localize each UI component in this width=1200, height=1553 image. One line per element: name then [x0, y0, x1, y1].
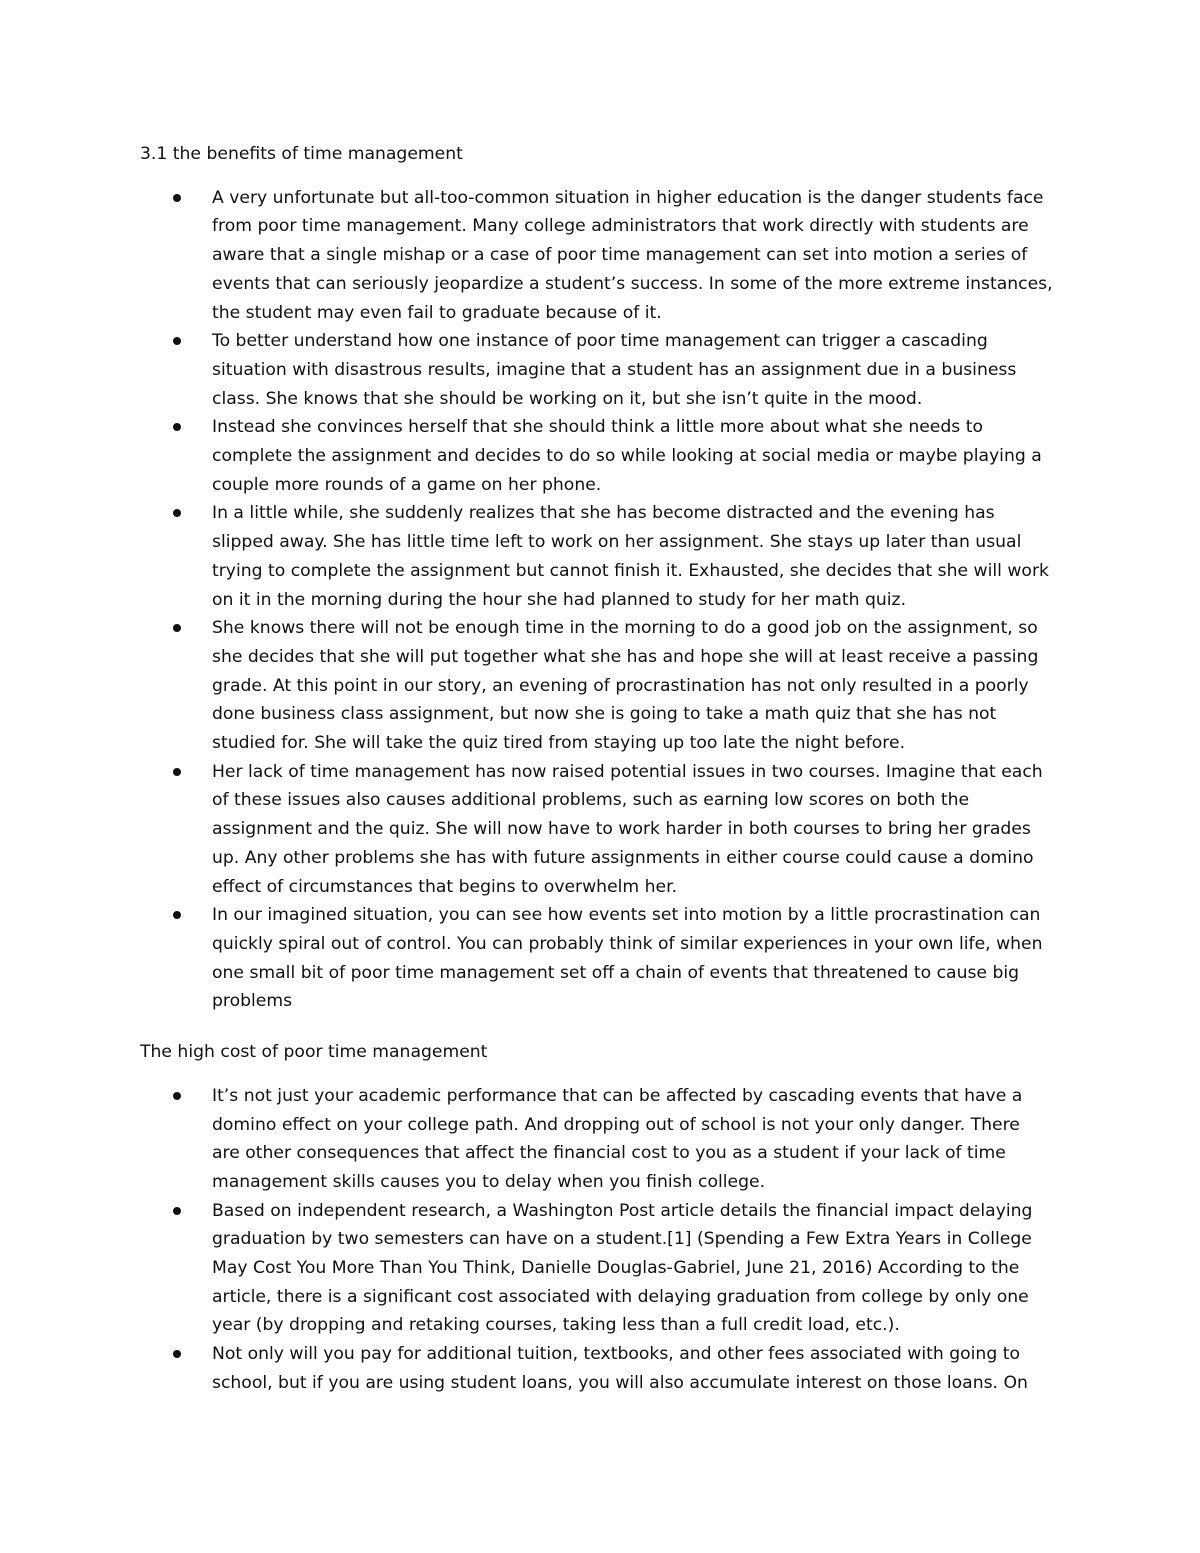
bullet-text-line: Based on independent research, a Washington Post article details the financial impact delaying [212, 1200, 1033, 1221]
bullet-list-high-cost [140, 1082, 1070, 1398]
bullet-text-line: domino effect on your college path. And dropping out of school is not your only danger. There [212, 1114, 1020, 1135]
bullet-dot-icon [173, 768, 181, 776]
bullet-text-line: graduation by two semesters can have on a student.[1] (Spending a Few Extra Years in College [212, 1229, 1032, 1250]
bullet-text-line: problems [212, 991, 293, 1012]
bullet-dot-icon [173, 624, 181, 632]
bullet-text-line: article, there is a significant cost associated with delaying graduation from college by only one [212, 1286, 1029, 1307]
bullet-text-line: effect of circumstances that begins to overwhelm her. [212, 876, 678, 897]
bullet-text-line: one small bit of poor time management set off a chain of events that threatened to cause big [212, 962, 1020, 983]
bullet-text-line: management skills causes you to delay when you finish college. [212, 1171, 766, 1192]
bullet-dot-icon [173, 1207, 181, 1215]
bullet-list-benefits [140, 184, 1070, 1016]
bullet-text-line: studied for. She will take the quiz tired from staying up too late the night before. [212, 733, 906, 754]
bullet-text-line: class. She knows that she should be working on it, but she isn’t quite in the mood. [212, 388, 923, 409]
bullet-text-line: In our imagined situation, you can see how events set into motion by a little procrastination can [212, 905, 1041, 926]
bullet-item [140, 758, 1070, 902]
bullet-text-line: done business class assignment, but now she is going to take a math quiz that she has not [212, 704, 997, 725]
bullet-item [140, 901, 1070, 1016]
bullet-item [140, 1082, 1070, 1197]
bullet-dot-icon [173, 1092, 181, 1100]
section-heading-high-cost: The high cost of poor time management [140, 1042, 488, 1063]
document-body [140, 140, 1070, 1398]
bullet-item [140, 1340, 1070, 1397]
bullet-dot-icon [173, 194, 181, 202]
bullet-text-line: Instead she convinces herself that she should think a little more about what she needs to [212, 417, 983, 438]
bullet-item [140, 327, 1070, 413]
bullet-text-line: trying to complete the assignment but cannot finish it. Exhausted, she decides that she will work [212, 560, 1049, 581]
bullet-text-line: on it in the morning during the hour she had planned to study for her math quiz. [212, 589, 907, 610]
bullet-text-line: of these issues also causes additional problems, such as earning low scores on both the [212, 790, 970, 811]
bullet-text-line: year (by dropping and retaking courses, taking less than a full credit load, etc.). [212, 1315, 900, 1336]
bullet-item [140, 499, 1070, 614]
bullet-text-line: quickly spiral out of control. You can probably think of similar experiences in your own life, when [212, 933, 1043, 954]
bullet-dot-icon [173, 509, 181, 517]
bullet-text-line: In a little while, she suddenly realizes that she has become distracted and the evening has [212, 503, 995, 524]
bullet-text-line: complete the assignment and decides to do so while looking at social media or maybe playing a [212, 446, 1042, 467]
bullet-text-line: from poor time management. Many college administrators that work directly with students are [212, 216, 1029, 237]
bullet-text-line: slipped away. She has little time left to work on her assignment. She stays up later than usual [212, 532, 1022, 553]
bullet-text-line: are other consequences that affect the financial cost to you as a student if your lack of time [212, 1143, 1006, 1164]
bullet-text-line: situation with disastrous results, imagine that a student has an assignment due in a business [212, 359, 1017, 380]
bullet-item [140, 614, 1070, 758]
bullet-text-line: Her lack of time management has now raised potential issues in two courses. Imagine that each [212, 761, 1043, 782]
section-heading-benefits: 3.1 the benefits of time management [140, 144, 463, 164]
bullet-text-line: To better understand how one instance of poor time management can trigger a cascading [212, 331, 988, 352]
bullet-item [140, 413, 1070, 499]
bullet-text-line: A very unfortunate but all-too-common situation in higher education is the danger students face [212, 187, 1044, 208]
bullet-text-line: grade. At this point in our story, an evening of procrastination has not only resulted in a poorly [212, 675, 1029, 696]
bullet-item [140, 1197, 1070, 1341]
bullet-text-line: May Cost You More Than You Think, Danielle Douglas-Gabriel, June 21, 2016) According to the [212, 1258, 1020, 1279]
bullet-text-line: the student may even fail to graduate because of it. [212, 302, 662, 323]
bullet-item [140, 184, 1070, 328]
bullet-text-line: up. Any other problems she has with future assignments in either course could cause a domino [212, 847, 1034, 868]
bullet-dot-icon [173, 911, 181, 919]
bullet-text-line: she decides that she will put together what she has and hope she will at least receive a passing [212, 646, 1039, 667]
bullet-text-line: It’s not just your academic performance that can be affected by cascading events that have a [212, 1085, 1023, 1106]
bullet-dot-icon [173, 1350, 181, 1358]
bullet-text-line: assignment and the quiz. She will now have to work harder in both courses to bring her grades [212, 819, 1031, 840]
bullet-text-line: She knows there will not be enough time in the morning to do a good job on the assignment, so [212, 618, 1038, 639]
bullet-dot-icon [173, 337, 181, 345]
bullet-text-line: Not only will you pay for additional tuition, textbooks, and other fees associated with going to [212, 1344, 1020, 1365]
bullet-dot-icon [173, 423, 181, 431]
bullet-text-line: school, but if you are using student loans, you will also accumulate interest on those loans. On [212, 1372, 1028, 1393]
bullet-text-line: events that can seriously jeopardize a student’s success. In some of the more extreme instances, [212, 273, 1053, 294]
bullet-text-line: aware that a single mishap or a case of poor time management can set into motion a series of [212, 245, 1028, 266]
bullet-text-line: couple more rounds of a game on her phone. [212, 474, 602, 495]
